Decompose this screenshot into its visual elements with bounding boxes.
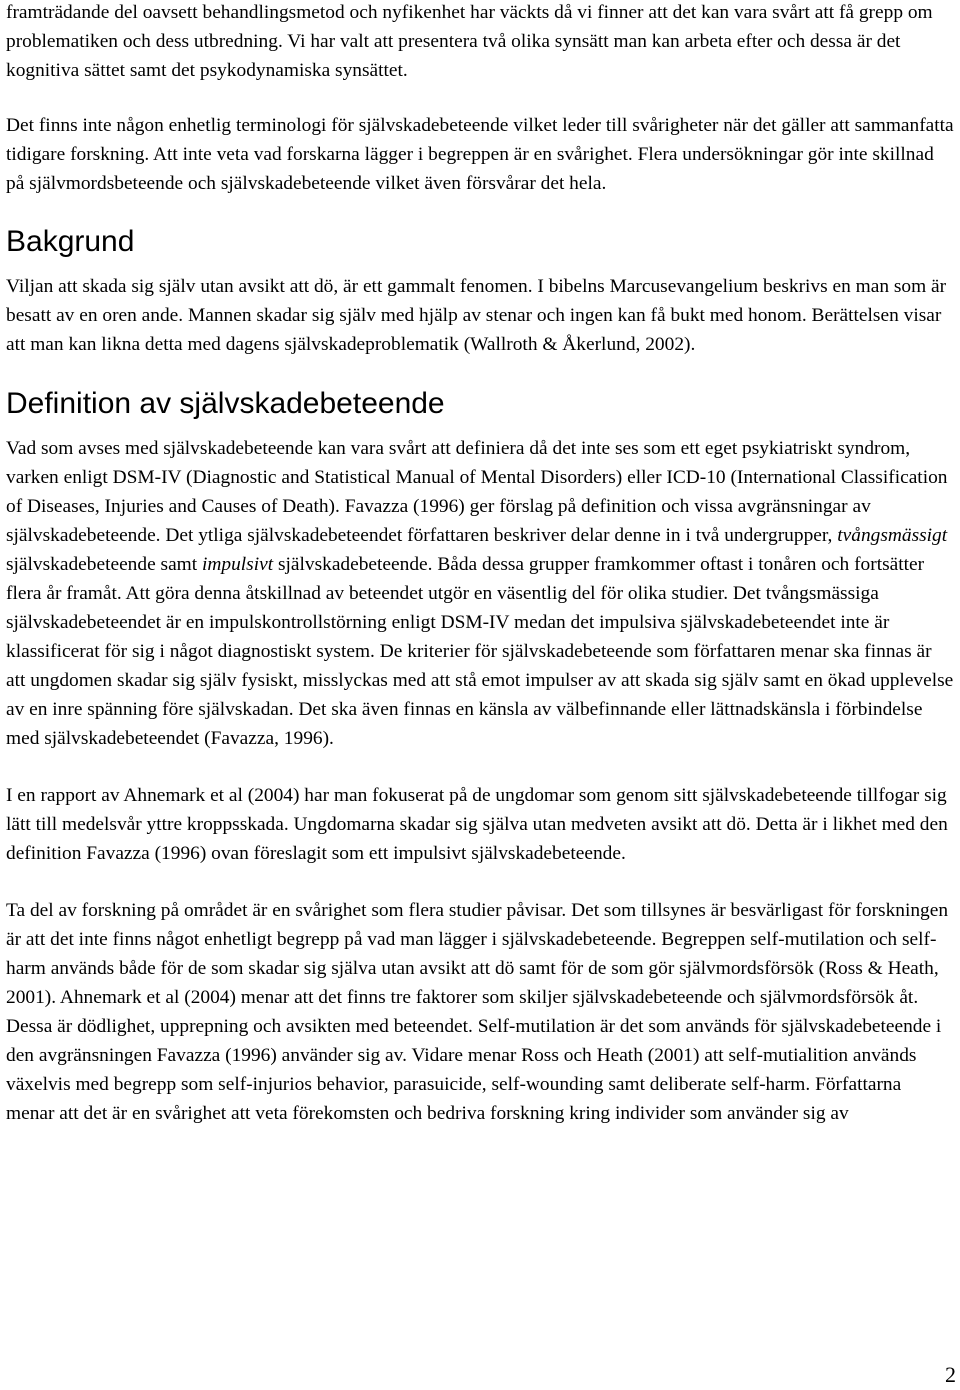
- bakgrund-paragraph: Viljan att skada sig själv utan avsikt att dö, är ett gammalt fenomen. I bibelns Marcusevangelium beskrivs en man som är besatt av en oren ande. Mannen skadar sig själv med hjälp av stenar och ingen kan få bukt med honom. Berättelsen visar att man kan likna detta med dagens självskadeproblematik (Wallroth & Åkerlund, 2002).: [6, 276, 947, 355]
- definition-paragraph-3: Ta del av forskning på området är en svårighet som flera studier påvisar. Det som tillsynes är besvärligast för forskningen är att det inte finns något enhetligt begrepp på vad man lägger i självskadebeteende. Begreppen self-mutilation och self-harm används både för de som skadar sig själva utan avsikt att dö samt för de som gör självmordsförsök (Ross & Heath, 2001). Ahnemark et al (2004) menar att det finns tre faktorer som skiljer självskadebeteende och självmordsförsök åt. Dessa är dödlighet, upprepning och avsikten med beteendet. Self-mutilation är det som används för självskadebeteende i den avgränsningen Favazza (1996) använder sig av. Vidare menar Ross och Heath (2001) att self-mutialition används växelvis med begrepp som self-injurios behavior, parasuicide, self-wounding samt deliberate self-harm. Författarna menar att det är en svårighet att veta förekomsten och bedriva forskning kring individer som använder sig av: [6, 900, 949, 1124]
- definition-italic-term-1: tvångsmässigt: [837, 525, 948, 546]
- definition-paragraph-1: [6, 434, 954, 753]
- terminology-paragraph: Det finns inte någon enhetlig terminologi för självskadebeteende vilket leder till svårigheter när det gäller att sammanfatta tidigare forskning. Att inte veta vad forskarna lägger i begreppen är en svårighet. Flera undersökningar gör inte skillnad på självmordsbeteende och självskadebeteende vilket även försvårar det hela.: [6, 115, 954, 194]
- document-page: [6, 0, 954, 1128]
- definition-paragraph-1-text: självskadebeteende. Båda dessa grupper framkommer oftast i tonåren och fortsätter flera år framåt. Att göra denna åtskillnad av beteendet utgör en väsentlig del för olika studier. Det tvångsmässiga självskadebeteendet är en impulskontrollstörning enligt DSM-IV medan det impulsiva självskadebeteendet inte är klassificerat för sig i något diagnostiskt system. De kriterier för självskadebeteende som författaren menar ska finnas är att ungdomen skadar sig själv fysiskt, misslyckas med att stå emot impulser av att skada sig själv samt en ökad upplevelse av en inre spänning före självskadan. Det ska även finnas en känsla av välbefinnande eller lättnadskänsla i förbindelse med självskadebeteendet (Favazza, 1996).: [6, 554, 954, 749]
- definition-paragraph-1-text: Vad som avses med självskadebeteende kan vara svårt att definiera då det inte ses som ett eget psykiatriskt syndrom, varken enligt DSM-IV (Diagnostic and Statistical Manual of Mental Disorders) eller ICD-10 (International Classification of Diseases, Injuries and Causes of Death). Favazza (1996) ger förslag på definition och vissa avgränsningar av självskadebeteende. Det ytliga självskadebeteendet författaren beskriver delar denne in i två undergrupper,: [6, 438, 948, 546]
- definition-paragraph-2: I en rapport av Ahnemark et al (2004) har man fokuserat på de ungdomar som genom sitt självskadebeteende tillfogar sig lätt till medelsvår yttre kroppsskada. Ungdomarna skadar sig själva utan medveten avsikt att dö. Detta är i likhet med den definition Favazza (1996) ovan föreslagit som ett impulsivt självskadebeteende.: [6, 785, 948, 864]
- definition-italic-term-2: impulsivt: [202, 554, 274, 575]
- page-number: 2: [945, 1362, 956, 1387]
- definition-heading: Definition av självskadebeteende: [6, 387, 445, 420]
- intro-paragraph: framträdande del oavsett behandlingsmetod och nyfikenhet har väckts då vi finner att det kan vara svårt att få grepp om problematiken och dess utbredning. Vi har valt att presentera två olika synsätt man kan arbeta efter och dessa är det kognitiva sättet samt det psykodynamiska synsättet.: [6, 2, 933, 81]
- bakgrund-heading: Bakgrund: [6, 225, 135, 258]
- definition-paragraph-1-text: självskadebeteende samt: [6, 554, 202, 575]
